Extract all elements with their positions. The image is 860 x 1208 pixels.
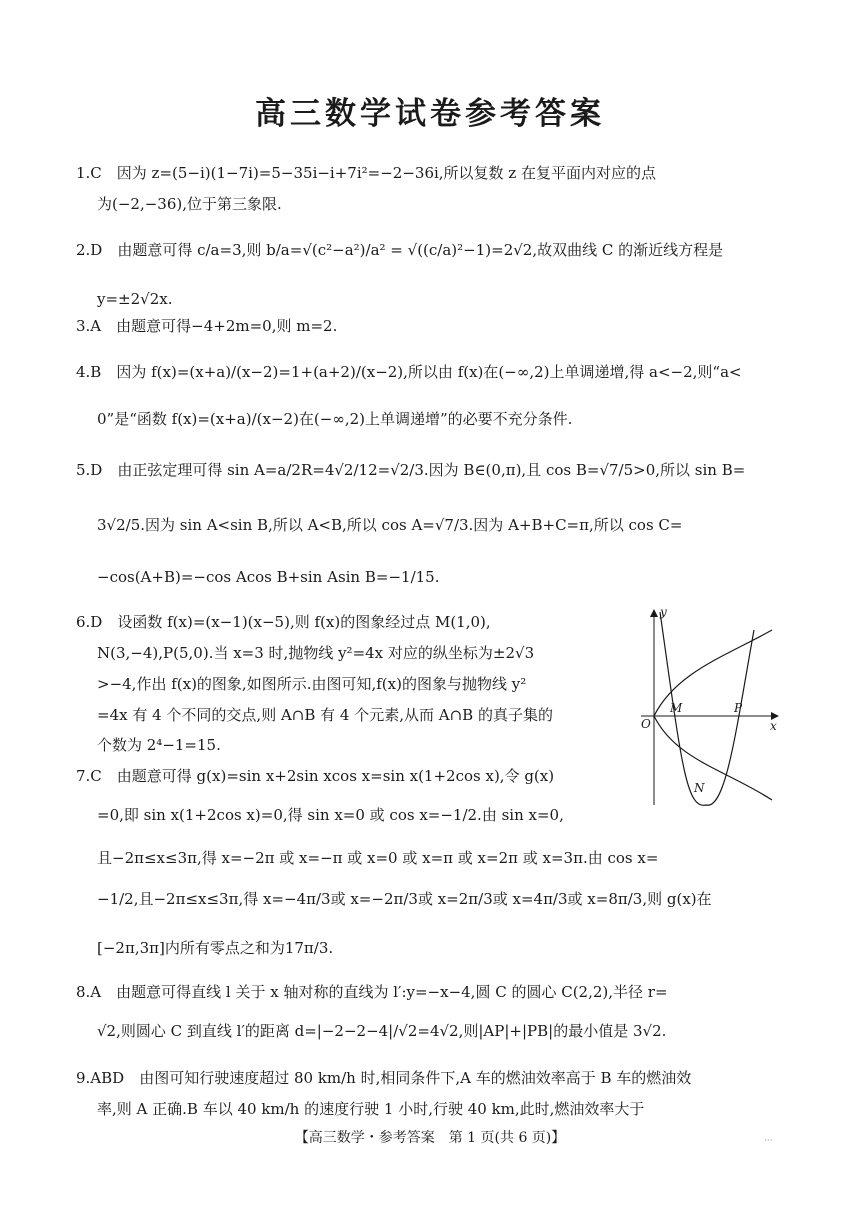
- answer-5-line-3: −cos(A+B)=−cos Acos B+sin Asin B=−1/15.: [97, 568, 440, 586]
- page-footer: 【高三数学・参考答案 第 1 页(共 6 页)】: [294, 1130, 566, 1146]
- parabola-curve: [654, 630, 772, 800]
- answer-6-line-3: >−4,作出 f(x)的图象,如图所示.由图可知,f(x)的图象与抛物线 y²: [97, 675, 527, 693]
- decorative-dots: ···: [764, 1136, 773, 1146]
- parabola-intersection-figure: [636, 600, 786, 810]
- origin-label: O: [641, 717, 651, 731]
- answer-2-line-1: 2.D 由题意可得 c/a=3,则 b/a=√(c²−a²)/a² = √((c/a)²−1)=2√2,故双曲线 C 的渐近线方程是: [76, 241, 724, 259]
- answer-8-line-2: √2,则圆心 C 到直线 l′的距离 d=|−2−2−4|/√2=4√2,则|AP|+|PB|的最小值是 3√2.: [97, 1022, 667, 1040]
- y-axis-label: y: [660, 605, 667, 619]
- point-p-label: P: [734, 701, 743, 715]
- point-m-label: M: [670, 701, 683, 715]
- page-title: 高三数学试卷参考答案: [255, 96, 605, 132]
- answer-7-line-1: 7.C 由题意可得 g(x)=sin x+2sin xcos x=sin x(1+2cos x),令 g(x): [76, 767, 555, 785]
- answer-7-line-2: =0,即 sin x(1+2cos x)=0,得 sin x=0 或 cos x=−1/2.由 sin x=0,: [97, 806, 564, 824]
- point-n-label: N: [694, 781, 705, 795]
- answer-1-line-1: 1.C 因为 z=(5−i)(1−7i)=5−35i−i+7i²=−2−36i,所以复数 z 在复平面内对应的点: [76, 164, 656, 182]
- answer-6-line-2: N(3,−4),P(5,0).当 x=3 时,抛物线 y²=4x 对应的纵坐标为±2√3: [97, 644, 535, 662]
- answer-6-line-4: =4x 有 4 个不同的交点,则 A∩B 有 4 个元素,从而 A∩B 的真子集的: [97, 706, 553, 724]
- answer-7-line-5: [−2π,3π]内所有零点之和为17π/3.: [97, 939, 334, 957]
- answer-7-line-4: −1/2,且−2π≤x≤3π,得 x=−4π/3或 x=−2π/3或 x=2π/3或 x=4π/3或 x=8π/3,则 g(x)在: [97, 890, 712, 908]
- answer-7-line-3: 且−2π≤x≤3π,得 x=−2π 或 x=−π 或 x=0 或 x=π 或 x=2π 或 x=3π.由 cos x=: [97, 849, 659, 867]
- answer-3-line-1: 3.A 由题意可得−4+2m=0,则 m=2.: [76, 317, 338, 335]
- answer-5-line-1: 5.D 由正弦定理可得 sin A=a/2R=4√2/12=√2/3.因为 B∈(0,π),且 cos B=√7/5>0,所以 sin B=: [76, 461, 746, 479]
- answer-2-line-2: y=±2√2x.: [97, 290, 173, 308]
- answer-4-line-1: 4.B 因为 f(x)=(x+a)/(x−2)=1+(a+2)/(x−2),所以由 f(x)在(−∞,2)上单调递增,得 a<−2,则“a<: [76, 363, 742, 381]
- x-axis-label: x: [770, 719, 777, 733]
- answer-1-line-2: 为(−2,−36),位于第三象限.: [97, 195, 282, 213]
- answer-5-line-2: 3√2/5.因为 sin A<sin B,所以 A<B,所以 cos A=√7/3.因为 A+B+C=π,所以 cos C=: [97, 516, 683, 534]
- answer-8-line-1: 8.A 由题意可得直线 l 关于 x 轴对称的直线为 l′:y=−x−4,圆 C 的圆心 C(2,2),半径 r=: [76, 983, 668, 1001]
- answer-9-line-1: 9.ABD 由图可知行驶速度超过 80 km/h 时,相同条件下,A 车的燃油效率高于 B 车的燃油效: [76, 1069, 692, 1087]
- answer-6-line-1: 6.D 设函数 f(x)=(x−1)(x−5),则 f(x)的图象经过点 M(1,0),: [76, 613, 491, 631]
- answer-4-line-2: 0”是“函数 f(x)=(x+a)/(x−2)在(−∞,2)上单调递增”的必要不充分条件.: [97, 410, 573, 428]
- answer-9-line-2: 率,则 A 正确.B 车以 40 km/h 的速度行驶 1 小时,行驶 40 km,此时,燃油效率大于: [97, 1100, 645, 1118]
- answer-6-line-5: 个数为 2⁴−1=15.: [97, 736, 221, 754]
